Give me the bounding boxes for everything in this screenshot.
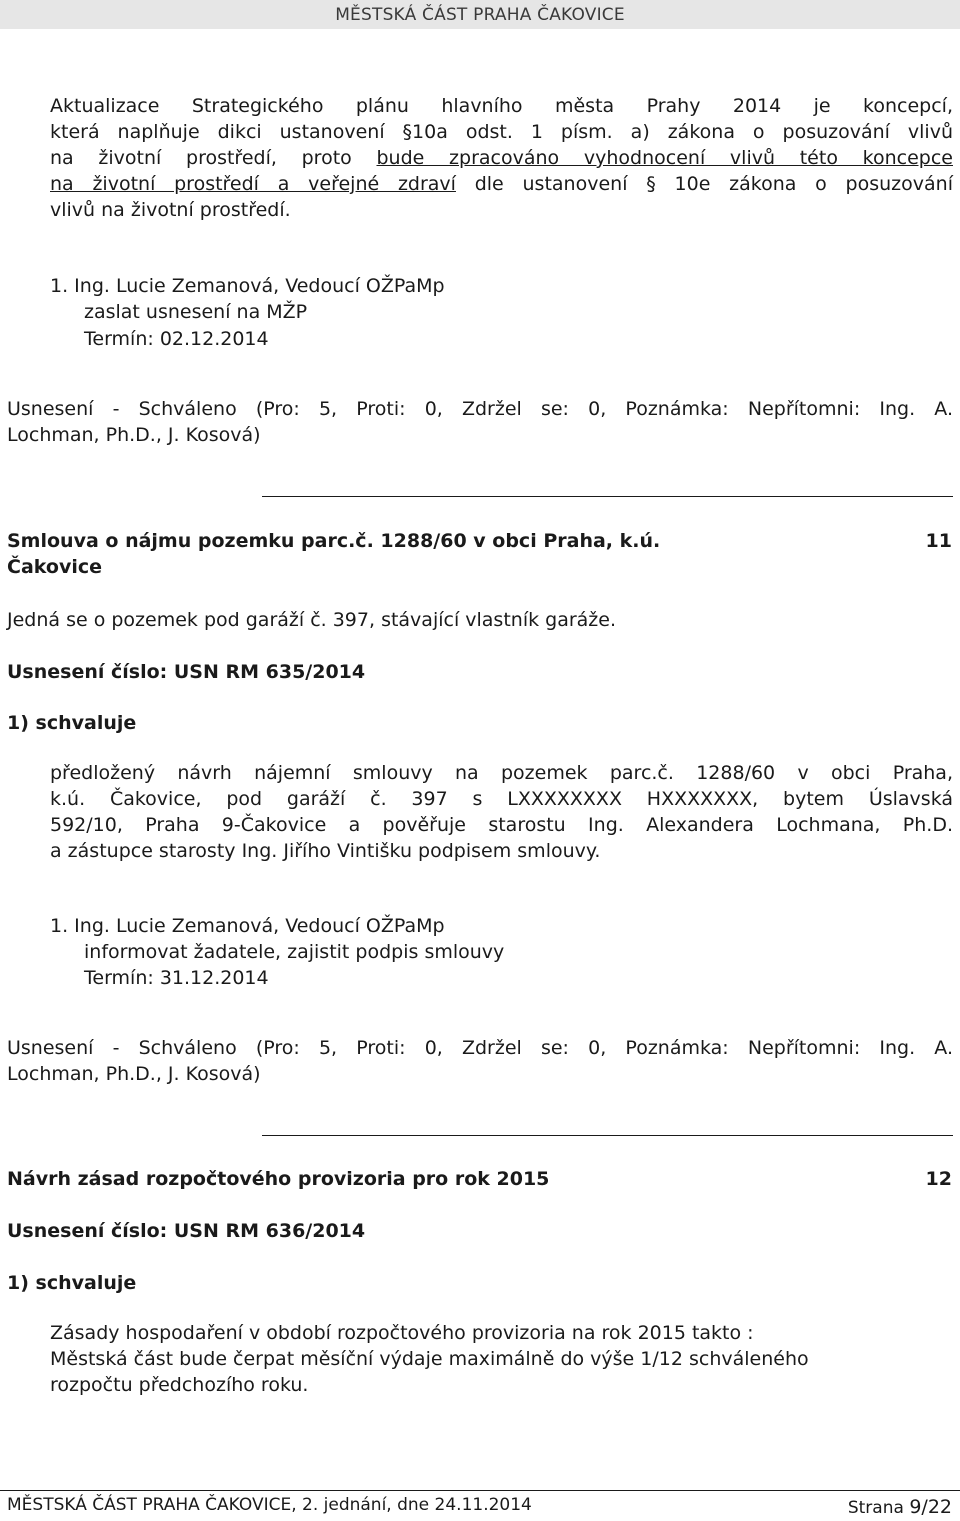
intro-line-2: která naplňuje dikci ustanovení §10a odst. 1 písm. a) zákona o posuzování vlivů xyxy=(50,121,953,143)
intro-line-3: na životní prostředí, proto bude zpracováno vyhodnocení vlivů této koncepce xyxy=(50,147,953,169)
item-11-task-deadline: Termín: 31.12.2014 xyxy=(84,967,269,989)
item-12-title: Návrh zásad rozpočtového provizoria pro rok 2015 xyxy=(7,1168,550,1190)
item-12-approve-heading: 1) schvaluje xyxy=(7,1272,137,1294)
item-11-body: předložený návrh nájemní smlouvy na pozemek parc.č. 1288/60 v obci Praha, k.ú. Čakovice, pod garáží č. 397 s LXXXXXXXX HXXXXXXX, bytem Úslavská 592/10, Praha 9-Čakovice a pověřuje starostu Ing. Alexandera Lochmana, Ph.D. a zástupce starosty Ing. Jiřího Vintišku podpisem smlouvy. xyxy=(50,762,953,862)
intro-line-5: vlivů na životní prostředí. xyxy=(50,199,291,221)
item-12-number: 12 xyxy=(925,1168,952,1190)
task-deadline: Termín: 02.12.2014 xyxy=(84,328,269,350)
item-12-body: Zásady hospodaření v období rozpočtového provizoria na rok 2015 takto : Městská část bude čerpat měsíční výdaje maximálně do výše 1/12 schváleného rozpočtu předchozího roku. xyxy=(50,1322,809,1396)
task-assignee: 1. Ing. Lucie Zemanová, Vedoucí OŽPaMp xyxy=(50,275,445,297)
intro-line-4: na životní prostředí a veřejné zdraví dle ustanovení § 10e zákona o posuzování xyxy=(50,173,953,195)
item-11-number: 11 xyxy=(925,530,952,552)
vote-line-1: Usnesení - Schváleno (Pro: 5, Proti: 0, Zdržel se: 0, Poznámka: Nepřítomni: Ing. A. xyxy=(7,398,953,420)
footer-meeting-info: MĚSTSKÁ ČÁST PRAHA ČAKOVICE, 2. jednání, dne 24.11.2014 xyxy=(7,1495,532,1515)
task-action: zaslat usnesení na MŽP xyxy=(84,301,308,323)
item-11-description: Jedná se o pozemek pod garáží č. 397, stávající vlastník garáže. xyxy=(7,609,617,631)
item-11-resolution-number: Usnesení číslo: USN RM 635/2014 xyxy=(7,661,366,683)
item-11-task-assignee: 1. Ing. Lucie Zemanová, Vedoucí OŽPaMp xyxy=(50,915,445,937)
header-title: MĚSTSKÁ ČÁST PRAHA ČAKOVICE xyxy=(335,5,625,25)
vote-result xyxy=(7,396,953,448)
item-12-resolution-number: Usnesení číslo: USN RM 636/2014 xyxy=(7,1220,366,1242)
item-11-vote-result: Usnesení - Schváleno (Pro: 5, Proti: 0, Zdržel se: 0, Poznámka: Nepřítomni: Ing. A. Lochman, Ph.D., J. Kosová) xyxy=(7,1037,953,1085)
item-11-task-action: informovat žadatele, zajistit podpis smlouvy xyxy=(84,941,505,963)
item-11-title: Smlouva o nájmu pozemku parc.č. 1288/60 v obci Praha, k.ú. Čakovice xyxy=(7,530,661,578)
section-divider xyxy=(262,496,953,497)
footer-divider xyxy=(0,1490,960,1491)
page-number: Strana 9/22 xyxy=(847,1496,952,1518)
item-11-approve-heading: 1) schvaluje xyxy=(7,712,137,734)
intro-paragraph xyxy=(50,93,953,223)
vote-line-2: Lochman, Ph.D., J. Kosová) xyxy=(7,424,261,446)
section-divider xyxy=(262,1135,953,1136)
intro-line-1: Aktualizace Strategického plánu hlavního města Prahy 2014 je koncepcí, xyxy=(50,95,953,117)
